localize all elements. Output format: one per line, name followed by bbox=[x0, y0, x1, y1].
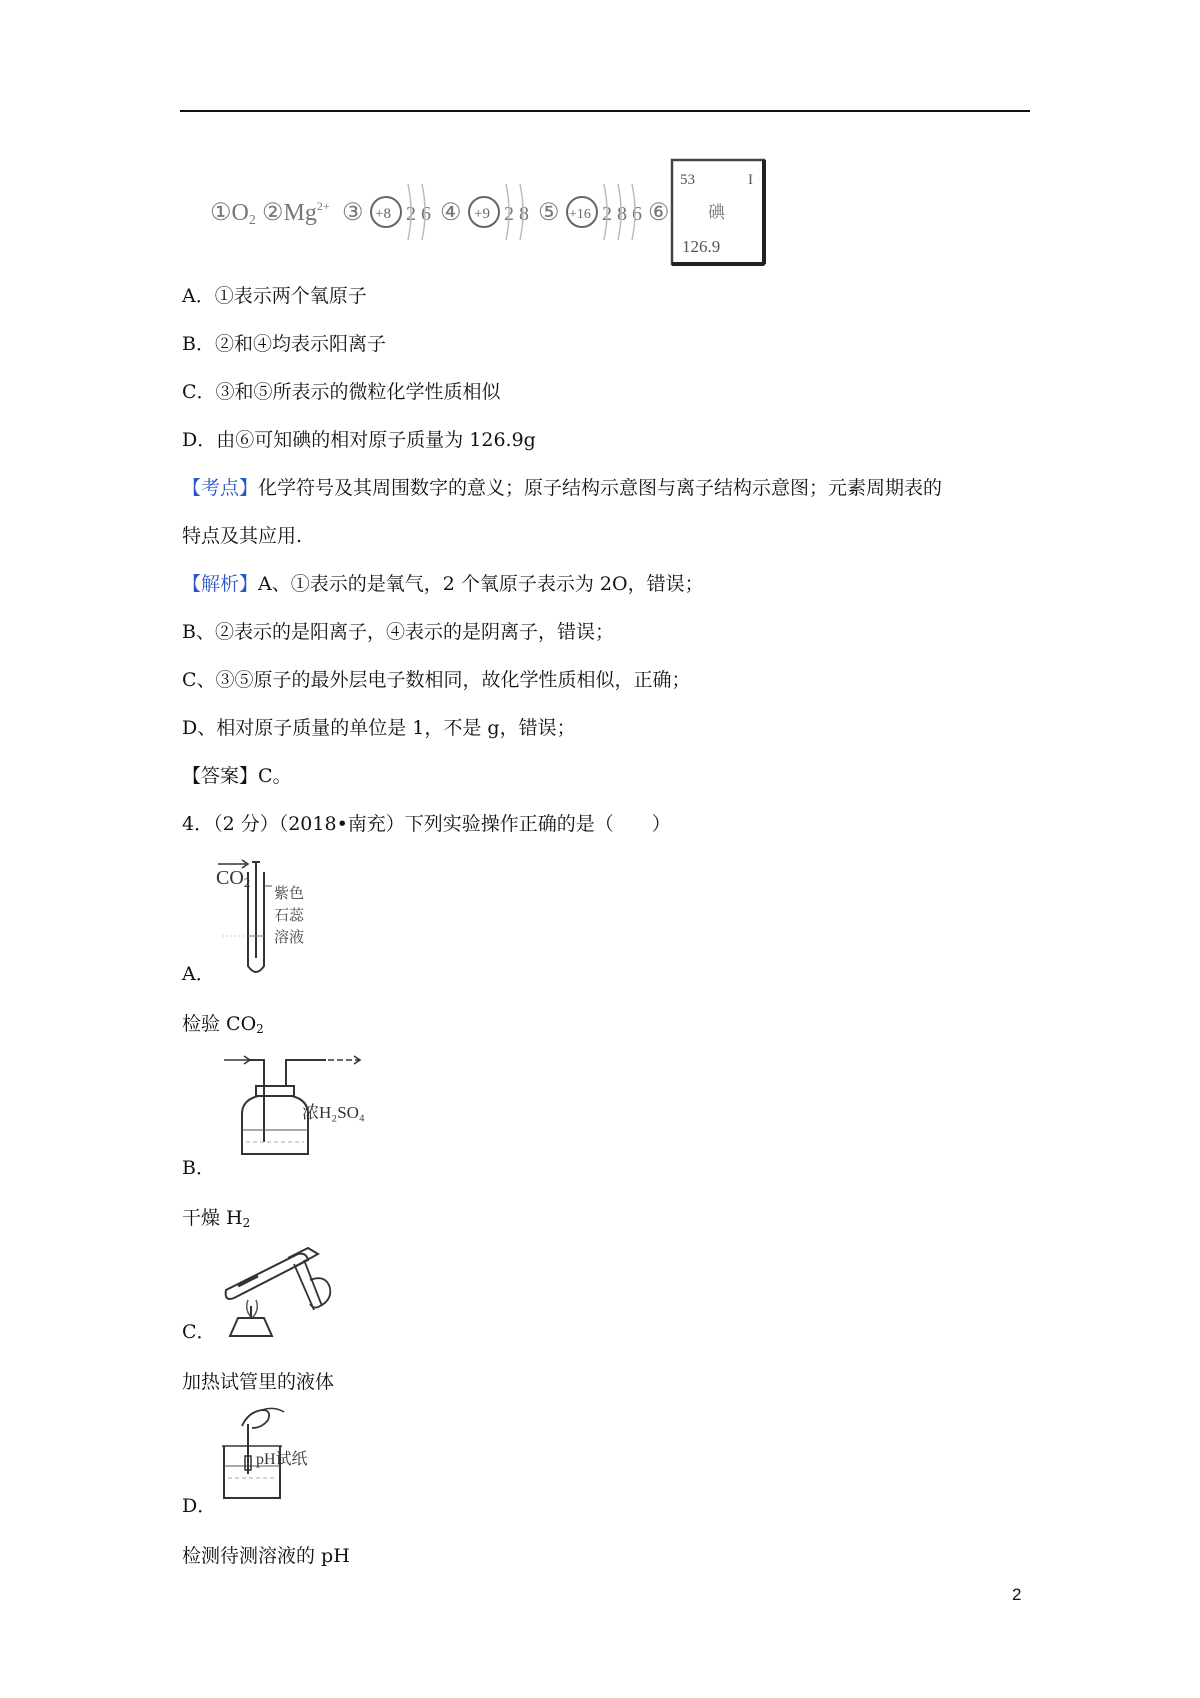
page-number: 2 bbox=[1012, 1585, 1022, 1604]
option-d-desc: 检测待测溶液的 pH bbox=[182, 1545, 350, 1567]
nucleus-label-4: +9 bbox=[474, 206, 490, 222]
nucleus-label-5: +16 bbox=[569, 207, 591, 222]
jiexi-line-3: C、③⑤原子的最外层电子数相同，故化学性质相似，正确； bbox=[182, 669, 691, 691]
fig-a-text-1: 紫色 bbox=[274, 886, 305, 902]
kaodian-line bbox=[182, 474, 942, 502]
atomic-mass: 126.9 bbox=[682, 237, 721, 256]
label-5: ⑤ bbox=[538, 200, 560, 226]
option-c-label: C． bbox=[182, 1321, 216, 1343]
label-3: ③ bbox=[342, 200, 364, 226]
kaodian-tag: 【考点】 bbox=[182, 477, 259, 499]
q3-option-a: A．①表示两个氧原子 bbox=[182, 285, 367, 307]
option-d-figure bbox=[218, 1404, 358, 1504]
label-6: ⑥ bbox=[648, 200, 670, 226]
option-b-desc: 干燥 $H_2$ bbox=[182, 1207, 251, 1230]
jiexi-text-1: A、①表示的是氧气，2 个氧原子表示为 2O，错误； bbox=[258, 573, 704, 595]
header-rule bbox=[180, 110, 1030, 112]
answer-line: 【答案】C。 bbox=[182, 765, 292, 787]
q3-symbols-figure bbox=[210, 150, 770, 270]
fig-d-text: pH试纸 bbox=[256, 1451, 308, 1468]
jiexi-line-1 bbox=[182, 570, 704, 598]
symbol-o2: ①O2 bbox=[210, 200, 256, 228]
fig-b-text: 浓H₂SO₄ bbox=[302, 1103, 365, 1122]
option-c-figure bbox=[218, 1240, 348, 1340]
fig-a-text-2: 石蕊 bbox=[274, 908, 305, 924]
element-name: 碘 bbox=[708, 203, 725, 222]
q3-option-d: D．由⑥可知碘的相对原子质量为 126.9g bbox=[182, 429, 536, 451]
symbol-mg-ion: $②Mg^{2+}$ bbox=[262, 199, 330, 226]
kaodian-line-2: 特点及其应用. bbox=[182, 525, 303, 547]
shells-5: 2 8 6 bbox=[602, 203, 642, 225]
option-a-label: A． bbox=[182, 963, 215, 985]
option-a-figure bbox=[212, 858, 322, 978]
q3-option-c: C．③和⑤所表示的微粒化学性质相似 bbox=[182, 381, 501, 403]
jiexi-line-2: B、②表示的是阳离子，④表示的是阴离子，错误； bbox=[182, 621, 614, 643]
jiexi-tag: 【解析】 bbox=[182, 573, 259, 595]
shells-4: 2 8 bbox=[504, 203, 529, 225]
q3-option-b: B．②和④均表示阳离子 bbox=[182, 333, 386, 355]
jiexi-line-4: D、相对原子质量的单位是 1，不是 g，错误； bbox=[182, 717, 576, 739]
nucleus-label-3: +8 bbox=[375, 206, 391, 222]
label-4: ④ bbox=[440, 200, 462, 226]
option-b-figure bbox=[220, 1052, 390, 1162]
fig-a-text-3: 溶液 bbox=[274, 930, 305, 946]
option-d-label: D． bbox=[182, 1495, 217, 1517]
option-a-desc: 检验 $CO_2$ bbox=[182, 1013, 264, 1036]
shells-3: 2 6 bbox=[406, 203, 431, 225]
atomic-number: 53 bbox=[680, 172, 695, 188]
question-4: 4．（2 分）（2018•南充）下列实验操作正确的是（ ） bbox=[182, 813, 671, 835]
element-symbol: I bbox=[748, 172, 753, 188]
option-c-desc: 加热试管里的液体 bbox=[182, 1371, 335, 1393]
option-b-label: B． bbox=[182, 1157, 215, 1179]
co2-label: CO2 bbox=[216, 867, 251, 890]
kaodian-text: 化学符号及其周围数字的意义；原子结构示意图与离子结构示意图；元素周期表的 bbox=[258, 477, 943, 499]
